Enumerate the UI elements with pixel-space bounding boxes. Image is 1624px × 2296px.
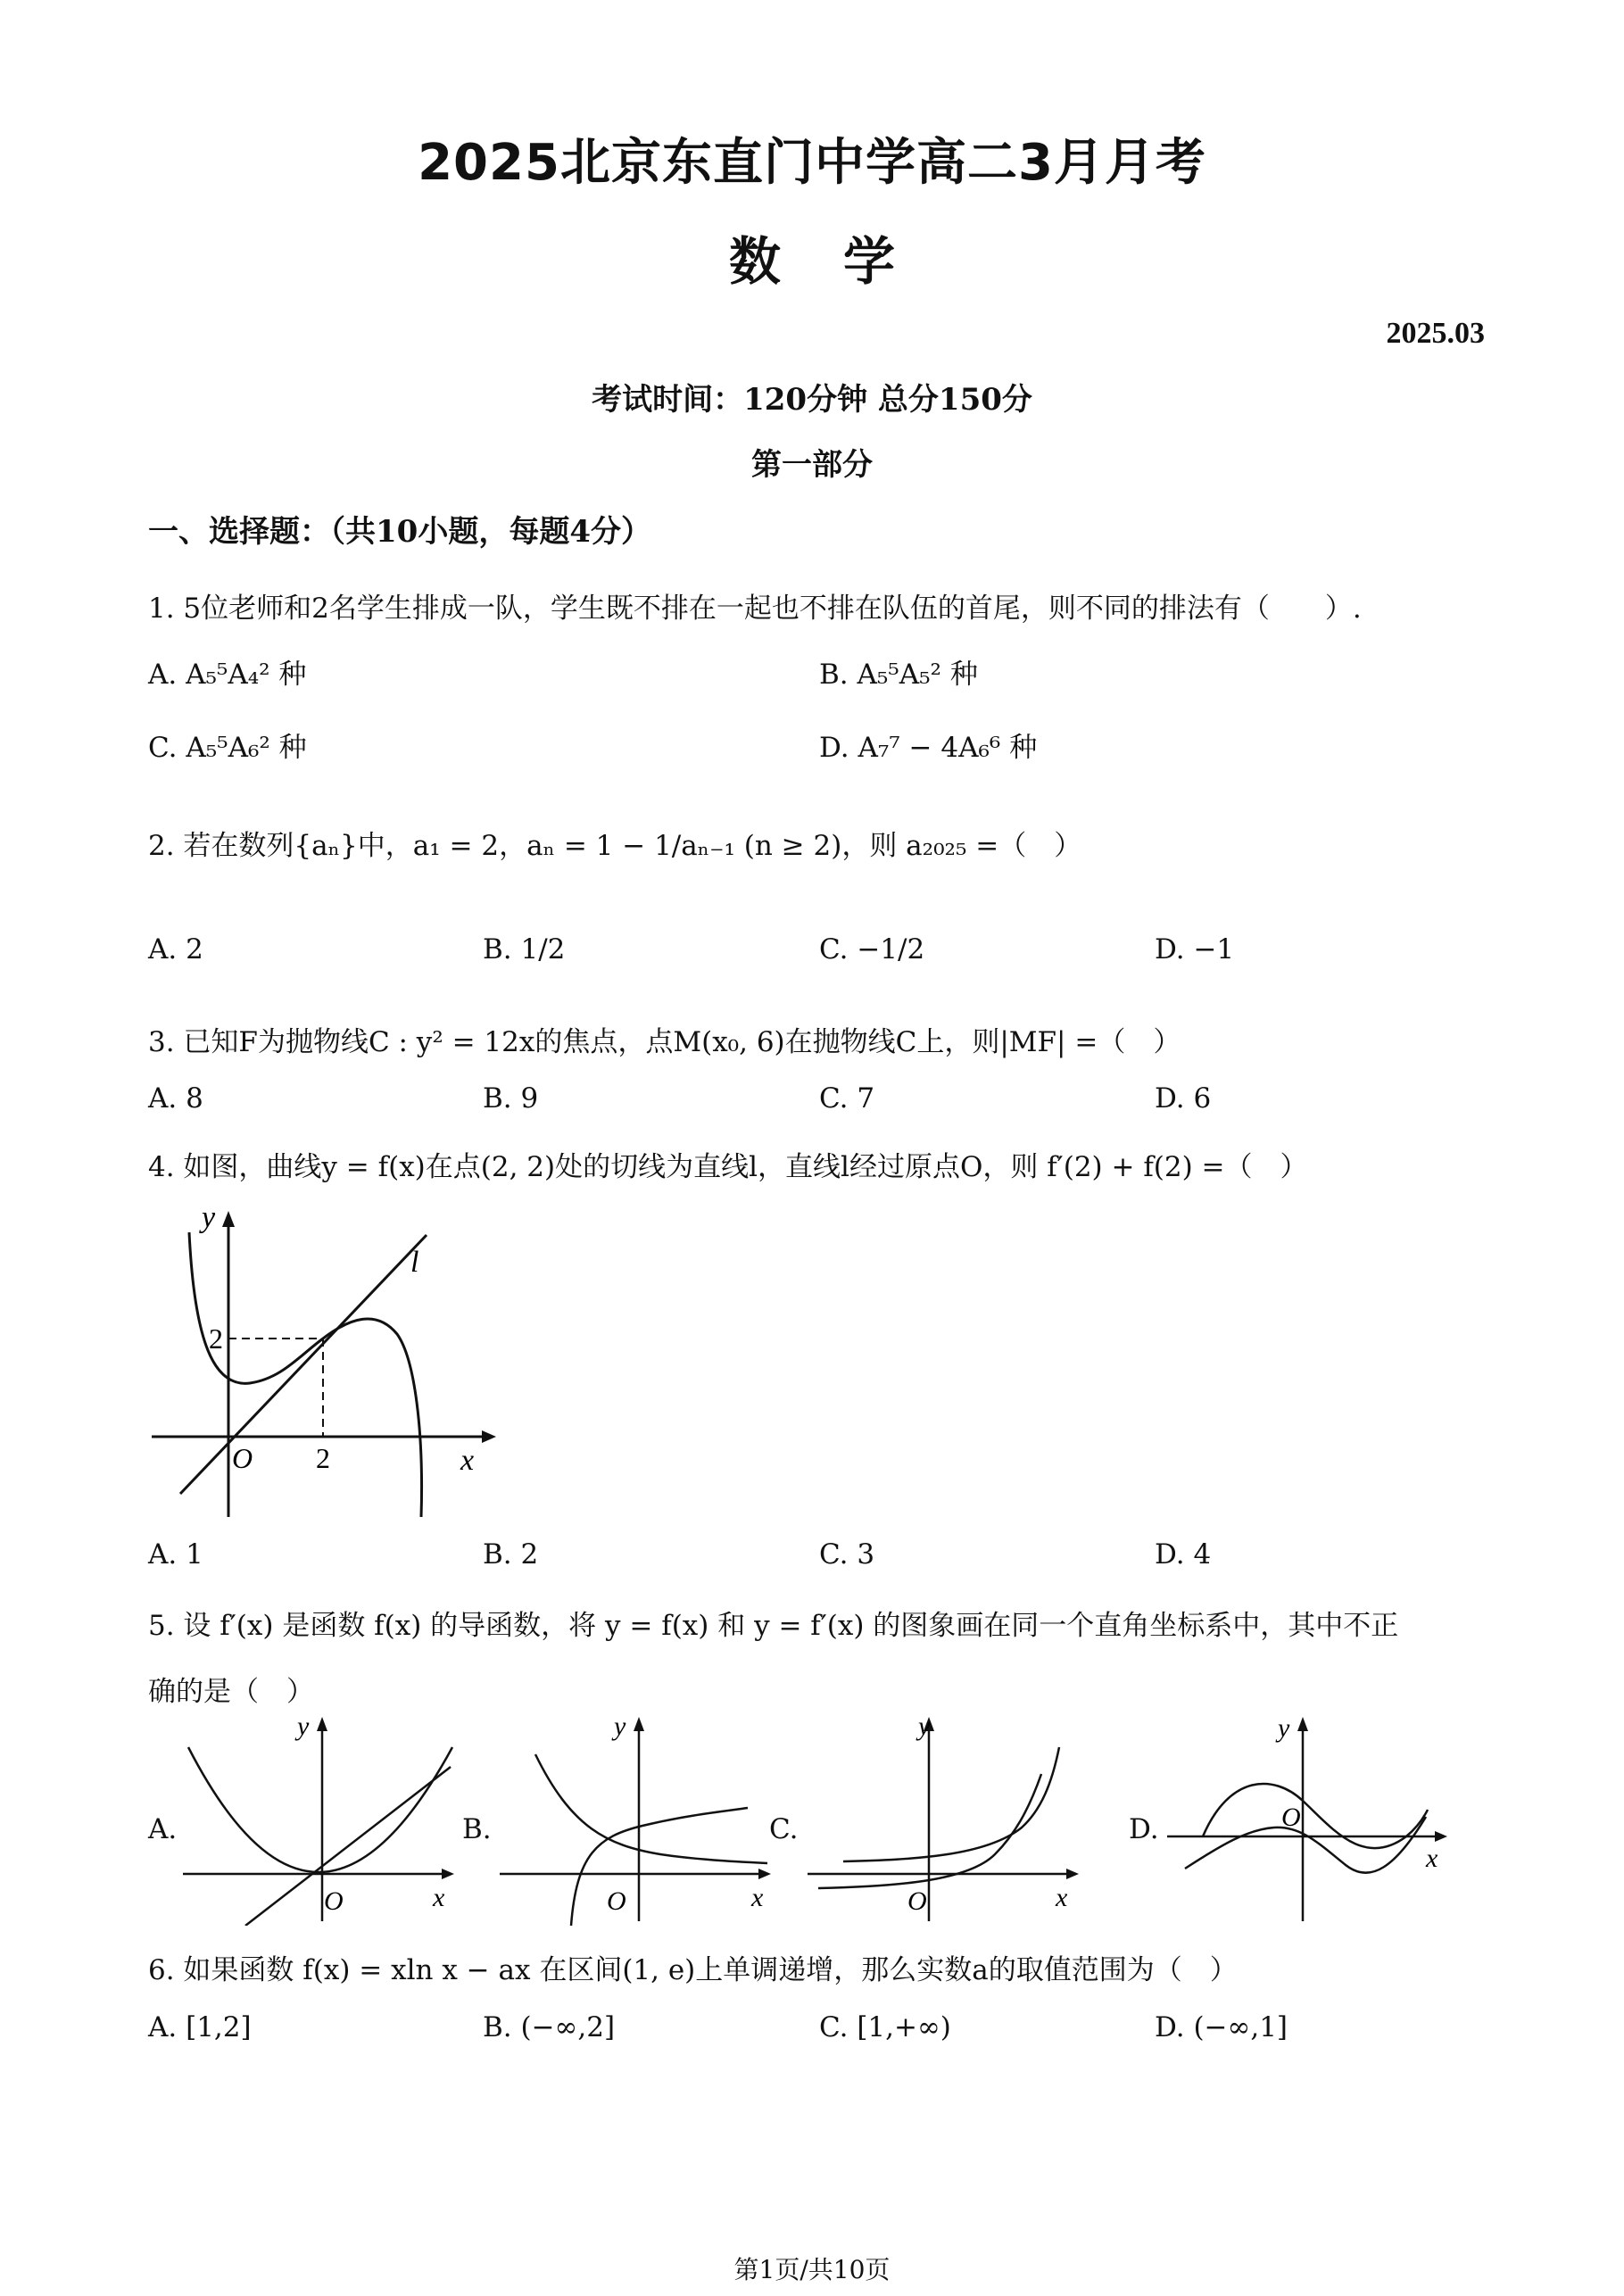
x-axis-label: x [460,1444,475,1477]
question-4-option-b: B. 2 [483,1538,539,1571]
question-1-option-a: A. A₅⁵A₄² 种 [148,659,307,691]
question-2-option-c: C. −1/2 [819,933,925,966]
line-l-label: l [410,1246,419,1279]
question-4-option-d: D. 4 [1155,1538,1212,1571]
x-axis-arrow [482,1430,496,1443]
question-6-option-a: A. [1,2] [148,2011,252,2043]
question-3-option-a: A. 8 [148,1082,203,1115]
graph-c-x-label: x [1056,1883,1068,1912]
question-5-option-a: A. [148,1813,178,1845]
graph-d-origin-label: O [1281,1803,1301,1832]
graph-a-parabola [188,1747,452,1872]
page-footer: 第1页/共10页 [733,2255,891,2284]
part-title: 第一部分 [751,447,873,483]
section-heading: 一、选择题：（共10小题，每题4分） [148,514,651,550]
exam-date: 2025.03 [1386,317,1485,350]
question-2-option-a: A. 2 [148,933,203,966]
graph-b-decreasing-curve [535,1754,767,1863]
graph-b-log-curve [571,1808,748,1926]
graph-b-x-label: x [751,1883,764,1912]
tangent-line-l [180,1235,427,1494]
question-5-graph-a [183,1712,460,1926]
subject-title: 数学 [728,231,957,292]
question-6-option-d: D. (−∞,1] [1155,2011,1288,2043]
question-6-option-c: C. [1,+∞) [819,2011,951,2043]
question-5-graph-d [1167,1712,1462,1926]
question-3-option-d: D. 6 [1155,1082,1212,1115]
question-6-option-b: B. (−∞,2] [483,2011,616,2043]
y-value-2-label: 2 [209,1322,223,1355]
question-5-option-b: B. [462,1813,492,1845]
question-4-figure [143,1200,500,1526]
question-4-stem: 4. 如图，曲线y = f(x)在点(2, 2)处的切线为直线l，直线l经过原点O，则 f′(2) + f(2) =（ ） [148,1151,1308,1183]
origin-label: O [232,1442,253,1474]
graph-a-y-label: y [297,1712,310,1741]
question-4-option-c: C. 3 [819,1538,875,1571]
graph-d-x-label: x [1426,1844,1438,1873]
graph-a-x-label: x [433,1883,445,1912]
question-2-option-d: D. −1 [1155,933,1235,966]
question-3-option-c: C. 7 [819,1082,875,1115]
graph-c-y-label: y [918,1712,931,1741]
graph-c-origin-label: O [907,1886,927,1916]
graph-b-y-label: y [614,1712,626,1741]
x-value-2-label: 2 [316,1442,330,1474]
question-2-option-b: B. 1/2 [483,933,566,966]
y-axis-label: y [202,1201,216,1234]
exam-info: 考试时间：120分钟 总分150分 [592,382,1032,418]
exam-title: 2025北京东直门中学高二3月月考 [418,134,1206,192]
question-1-option-b: B. A₅⁵A₅² 种 [819,659,978,691]
question-4-option-a: A. 1 [148,1538,203,1571]
question-5-stem-line-1: 5. 设 f′(x) 是函数 f(x) 的导函数，将 y = f(x) 和 y = f′(x) 的图象画在同一个直角坐标系中，其中不正 [148,1610,1399,1642]
question-2-stem: 2. 若在数列{aₙ}中，a₁ = 2，aₙ = 1 − 1/aₙ₋₁ (n ≥ 2)，则 a₂₀₂₅ =（ ） [148,830,1082,862]
question-5-graph-b [500,1712,776,1926]
graph-d-y-label: y [1278,1713,1290,1743]
graph-a-origin-label: O [324,1886,344,1916]
graph-c-upper-curve [843,1747,1059,1861]
question-1-stem: 1. 5位老师和2名学生排成一队，学生既不排在一起也不排在队伍的首尾，则不同的排法有（ ）. [148,593,1362,625]
question-6-stem: 6. 如果函数 f(x) = xln x − ax 在区间(1, e)上单调递增，那么实数a的取值范围为（ ） [148,1954,1238,1986]
question-5-option-d: D. [1129,1813,1159,1845]
graph-b-origin-label: O [607,1886,626,1916]
question-1-option-d: D. A₇⁷ − 4A₆⁶ 种 [819,732,1038,764]
question-5-graph-c [808,1712,1084,1926]
y-axis-arrow [222,1211,235,1227]
question-5-option-c: C. [769,1813,799,1845]
graph-a-line [245,1767,451,1926]
question-5-stem-line-2: 确的是（ ） [148,1676,314,1708]
question-3-stem: 3. 已知F为抛物线C : y² = 12x的焦点，点M(x₀, 6)在抛物线C上，则|MF| =（ ） [148,1026,1181,1058]
question-3-option-b: B. 9 [483,1082,539,1115]
question-1-option-c: C. A₅⁵A₆² 种 [148,732,307,764]
